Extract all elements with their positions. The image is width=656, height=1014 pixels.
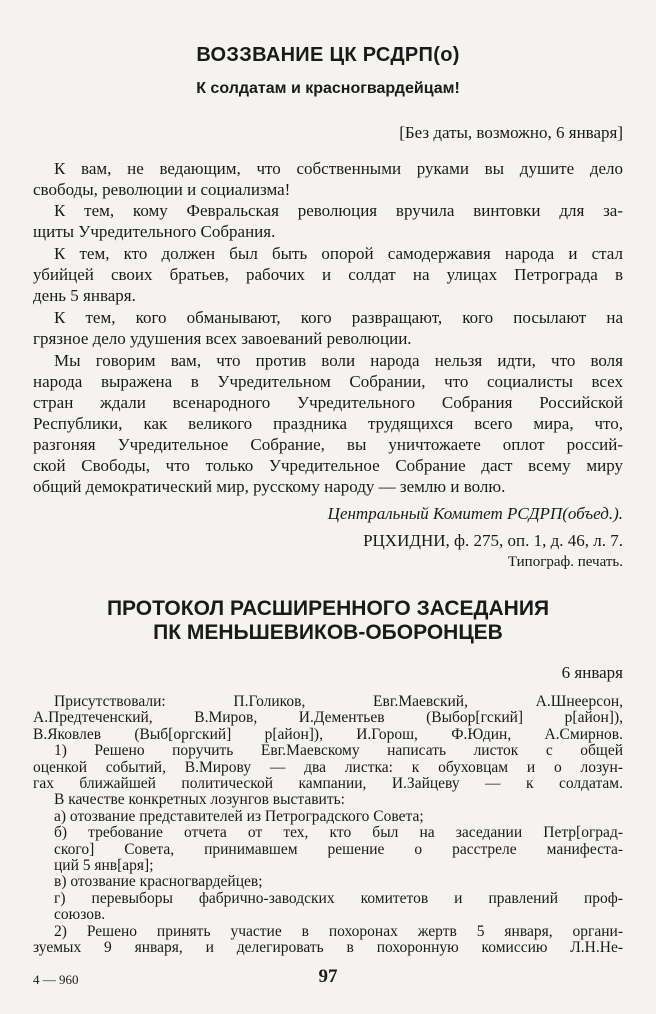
protocol-line: в) отозвание красногвардейцев;: [54, 873, 263, 891]
protocol-title-line1: ПРОТОКОЛ РАСШИРЕННОГО ЗАСЕДАНИЯ: [106, 597, 550, 620]
appeal-date-note: [Без даты, возможно, 6 января]: [399, 123, 623, 142]
appeal-line: Республики, как великого праздника трудящихся всего мира, что,: [33, 414, 623, 433]
protocol-title-line2: ПК МЕНЬШЕВИКОВ-ОБОРОНЦЕВ: [153, 621, 503, 644]
protocol-line: гах ближайшей политической кампании, И.Зайцеву — к солдатам.: [33, 775, 623, 792]
appeal-line: К тем, кого обманывают, кого развращают, кого посылают на: [54, 308, 623, 327]
appeal-line: щиты Учредительного Собрания.: [33, 222, 276, 241]
protocol-line: 2) Решено принять участие в похоронах жертв 5 января, органи-: [54, 922, 623, 940]
protocol-line: союзов.: [54, 906, 106, 924]
appeal-line: Мы говорим вам, что против воли народа нельзя идти, что воля: [54, 351, 623, 370]
protocol-line: а) отозвание представителей из Петроградского Совета;: [54, 807, 424, 825]
appeal-line: К вам, не ведающим, что собственными руками вы душите дело: [54, 159, 623, 178]
appeal-line: разгоняя Учредительное Собрание, вы уничтожаете оплот россий-: [33, 435, 623, 454]
archive-reference: РЦХИДНИ, ф. 275, оп. 1, д. 46, л. 7.: [363, 531, 623, 550]
appeal-line: день 5 января.: [33, 286, 136, 305]
protocol-line: ского] Совета, принимавшем решение о расстреле манифеста-: [54, 840, 623, 858]
protocol-line: ций 5 янв[аря];: [54, 857, 154, 874]
appeal-signature: Центральный Комитет РСДРП(объед.).: [327, 504, 623, 523]
appeal-line: убийцей своих братьев, рабочих и солдат на улицах Петрограда в: [33, 265, 623, 284]
protocol-line: б) требование отчета от тех, кто был на заседании Петр[оград-: [54, 824, 623, 842]
protocol-line: 1) Решено поручить Евг.Маевскому написать листок с общей: [54, 742, 623, 760]
appeal-line: ской Свободы, что только Учредительное Собрание даст всему миру: [33, 456, 623, 475]
source-type: Типограф. печать.: [507, 554, 623, 570]
appeal-line: народа выражена в Учредительном Собрании, что социалисты всех: [33, 372, 623, 391]
protocol-line: В качестве конкретных лозунгов выставить:: [54, 791, 345, 809]
protocol-line: г) перевыборы фабрично-заводских комитетов и правлений проф-: [54, 889, 623, 907]
protocol-line: В.Яковлев (Выб[оргский] р[айон]), И.Горош, Ф.Юдин, А.Смирнов.: [33, 725, 623, 743]
appeal-title: ВОЗЗВАНИЕ ЦК РСДРП(о): [196, 44, 460, 66]
protocol-date: 6 января: [561, 663, 623, 682]
protocol-line: А.Предтеченский, В.Миров, И.Дементьев (Выбор[гский] р[айон]),: [33, 709, 623, 727]
appeal-line: К тем, кто должен был быть опорой самодержавия народа и стал: [54, 244, 623, 263]
appeal-line: стран ждали всенародного Учредительного Собрания Российской: [33, 393, 623, 412]
page-number: 97: [318, 966, 338, 987]
appeal-subtitle: К солдатам и красногвардейцам!: [196, 80, 460, 97]
printer-code: 4 — 960: [33, 972, 79, 987]
appeal-line: грязное дело удушения всех завоеваний революции.: [33, 329, 412, 348]
protocol-line: оценкой событий, В.Мирову — два листка: к обуховцам и о лозун-: [33, 758, 623, 776]
protocol-line: зуемых 9 января, и делегировать в похоронную комиссию Л.Н.Не-: [33, 939, 623, 956]
protocol-line: Присутствовали: П.Голиков, Евг.Маевский, А.Шнеерсон,: [54, 693, 623, 710]
appeal-line: свободы, революции и социализма!: [33, 180, 291, 199]
appeal-line: общий демократический мир, русскому народу — землю и волю.: [33, 477, 506, 496]
appeal-line: К тем, кому Февральская революция вручила винтовки для за-: [54, 201, 623, 220]
